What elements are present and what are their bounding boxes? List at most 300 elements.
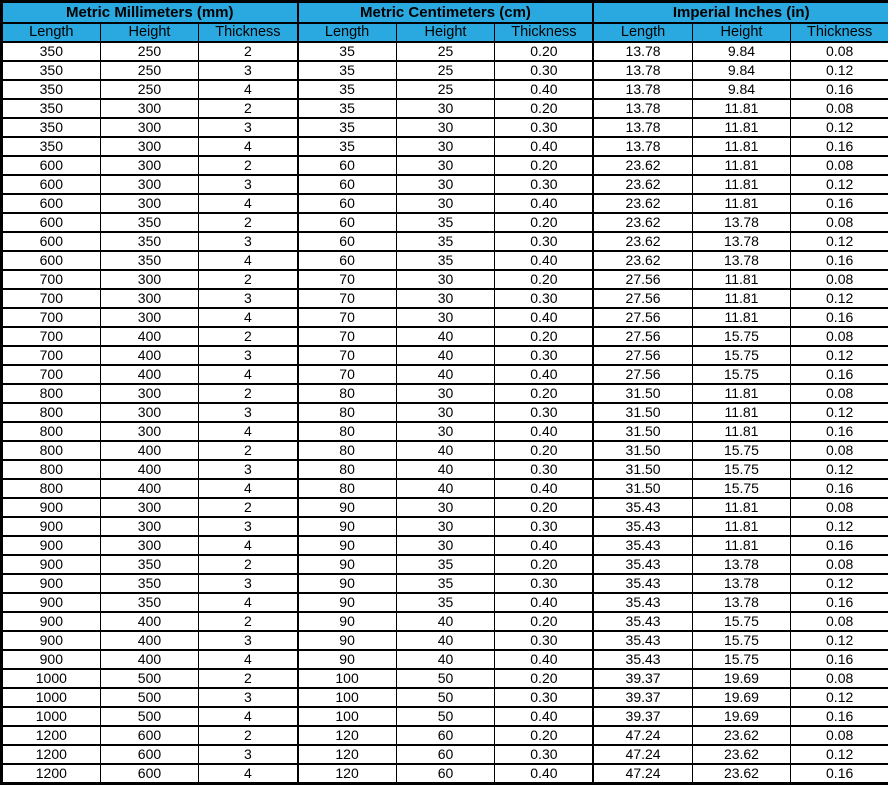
table-row	[2, 232, 888, 251]
cell-cm-length: 100	[298, 688, 397, 707]
cell-in-height: 23.62	[692, 726, 791, 745]
cell-in-length: 35.43	[593, 574, 692, 593]
cell-mm-height: 300	[100, 289, 199, 308]
cell-mm-height: 400	[100, 327, 199, 346]
cell-mm-length: 900	[2, 555, 101, 574]
cell-mm-thickness: 2	[199, 270, 298, 289]
cell-in-height: 23.62	[692, 745, 791, 764]
cell-in-length: 35.43	[593, 650, 692, 669]
cell-cm-thickness: 0.40	[495, 650, 594, 669]
cell-cm-height: 40	[396, 365, 495, 384]
cell-mm-thickness: 4	[199, 80, 298, 99]
cell-in-height: 13.78	[692, 593, 791, 612]
cell-in-height: 19.69	[692, 669, 791, 688]
cell-mm-height: 300	[100, 308, 199, 327]
cell-mm-height: 300	[100, 156, 199, 175]
cell-mm-length: 350	[2, 118, 101, 137]
cell-in-thickness: 0.16	[791, 707, 888, 726]
table-row	[2, 118, 888, 137]
cell-mm-thickness: 2	[199, 498, 298, 517]
cell-in-length: 35.43	[593, 498, 692, 517]
cell-mm-length: 900	[2, 650, 101, 669]
cell-cm-height: 50	[396, 707, 495, 726]
table-row	[2, 669, 888, 688]
cell-mm-height: 300	[100, 384, 199, 403]
cell-cm-length: 90	[298, 612, 397, 631]
cell-in-thickness: 0.08	[791, 213, 888, 232]
cell-mm-length: 800	[2, 460, 101, 479]
cell-cm-thickness: 0.30	[495, 688, 594, 707]
cell-mm-length: 600	[2, 175, 101, 194]
cell-cm-length: 120	[298, 726, 397, 745]
cell-mm-length: 600	[2, 213, 101, 232]
cell-in-height: 15.75	[692, 365, 791, 384]
cell-mm-thickness: 3	[199, 631, 298, 650]
cell-mm-thickness: 4	[199, 593, 298, 612]
cell-in-height: 11.81	[692, 289, 791, 308]
cell-mm-height: 600	[100, 764, 199, 784]
cell-in-length: 39.37	[593, 669, 692, 688]
cell-in-thickness: 0.08	[791, 441, 888, 460]
cell-mm-height: 350	[100, 574, 199, 593]
cell-mm-length: 800	[2, 384, 101, 403]
cell-in-height: 19.69	[692, 707, 791, 726]
cell-mm-length: 1000	[2, 707, 101, 726]
cell-mm-thickness: 3	[199, 289, 298, 308]
cell-mm-height: 350	[100, 251, 199, 270]
cell-cm-height: 60	[396, 764, 495, 784]
table-row	[2, 346, 888, 365]
cell-in-length: 31.50	[593, 422, 692, 441]
cell-cm-thickness: 0.40	[495, 764, 594, 784]
table-row	[2, 403, 888, 422]
cell-in-length: 13.78	[593, 118, 692, 137]
cell-in-height: 11.81	[692, 308, 791, 327]
cell-mm-length: 900	[2, 536, 101, 555]
cell-mm-height: 300	[100, 422, 199, 441]
cell-in-thickness: 0.16	[791, 137, 888, 156]
cell-cm-height: 40	[396, 346, 495, 365]
cell-in-thickness: 0.12	[791, 574, 888, 593]
cell-mm-height: 300	[100, 270, 199, 289]
cell-mm-thickness: 4	[199, 764, 298, 784]
cell-cm-height: 30	[396, 422, 495, 441]
table-row	[2, 42, 888, 61]
table-row	[2, 213, 888, 232]
cell-in-length: 39.37	[593, 707, 692, 726]
cell-mm-height: 250	[100, 42, 199, 61]
cell-mm-height: 350	[100, 232, 199, 251]
cell-cm-thickness: 0.40	[495, 365, 594, 384]
cell-mm-thickness: 3	[199, 403, 298, 422]
cell-mm-length: 350	[2, 80, 101, 99]
cell-in-thickness: 0.08	[791, 726, 888, 745]
cell-in-length: 35.43	[593, 631, 692, 650]
group-header-imperial-in: Imperial Inches (in)	[593, 2, 888, 24]
cell-in-length: 31.50	[593, 441, 692, 460]
cell-mm-height: 300	[100, 175, 199, 194]
cell-in-length: 35.43	[593, 612, 692, 631]
table-body	[2, 42, 888, 784]
cell-mm-height: 400	[100, 346, 199, 365]
cell-cm-length: 70	[298, 327, 397, 346]
cell-cm-length: 60	[298, 156, 397, 175]
cell-cm-thickness: 0.40	[495, 422, 594, 441]
cell-in-height: 13.78	[692, 251, 791, 270]
column-header-cm-length: Length	[298, 23, 397, 42]
cell-mm-length: 350	[2, 42, 101, 61]
column-header-mm-height: Height	[100, 23, 199, 42]
table-row	[2, 156, 888, 175]
cell-in-length: 23.62	[593, 175, 692, 194]
cell-cm-height: 30	[396, 498, 495, 517]
cell-mm-thickness: 4	[199, 365, 298, 384]
cell-in-height: 11.81	[692, 422, 791, 441]
group-header-metric-cm: Metric Centimeters (cm)	[298, 2, 594, 24]
cell-in-thickness: 0.12	[791, 517, 888, 536]
cell-in-length: 23.62	[593, 251, 692, 270]
cell-mm-thickness: 3	[199, 175, 298, 194]
cell-in-thickness: 0.12	[791, 460, 888, 479]
cell-in-length: 23.62	[593, 156, 692, 175]
cell-cm-length: 35	[298, 61, 397, 80]
cell-in-thickness: 0.16	[791, 536, 888, 555]
column-header-cm-thickness: Thickness	[495, 23, 594, 42]
cell-cm-height: 30	[396, 194, 495, 213]
cell-mm-height: 400	[100, 365, 199, 384]
cell-in-height: 15.75	[692, 631, 791, 650]
cell-cm-height: 30	[396, 270, 495, 289]
cell-cm-length: 70	[298, 346, 397, 365]
cell-in-length: 23.62	[593, 232, 692, 251]
table-row	[2, 270, 888, 289]
cell-mm-thickness: 2	[199, 99, 298, 118]
cell-mm-height: 300	[100, 194, 199, 213]
cell-in-length: 27.56	[593, 270, 692, 289]
cell-mm-thickness: 2	[199, 327, 298, 346]
cell-mm-length: 900	[2, 498, 101, 517]
cell-cm-length: 80	[298, 403, 397, 422]
cell-in-length: 31.50	[593, 479, 692, 498]
cell-mm-length: 700	[2, 270, 101, 289]
cell-in-height: 11.81	[692, 403, 791, 422]
cell-mm-thickness: 4	[199, 137, 298, 156]
cell-in-height: 15.75	[692, 460, 791, 479]
cell-cm-length: 60	[298, 194, 397, 213]
cell-mm-length: 800	[2, 441, 101, 460]
cell-in-thickness: 0.16	[791, 308, 888, 327]
cell-mm-height: 350	[100, 213, 199, 232]
cell-cm-length: 90	[298, 498, 397, 517]
table-row	[2, 745, 888, 764]
cell-cm-thickness: 0.30	[495, 403, 594, 422]
cell-cm-length: 90	[298, 593, 397, 612]
cell-in-thickness: 0.16	[791, 650, 888, 669]
table-row	[2, 574, 888, 593]
table-row	[2, 251, 888, 270]
cell-mm-length: 1200	[2, 745, 101, 764]
cell-in-height: 13.78	[692, 555, 791, 574]
cell-cm-thickness: 0.20	[495, 498, 594, 517]
cell-cm-thickness: 0.20	[495, 42, 594, 61]
cell-in-thickness: 0.08	[791, 327, 888, 346]
cell-in-thickness: 0.08	[791, 555, 888, 574]
cell-in-length: 35.43	[593, 555, 692, 574]
cell-in-height: 11.81	[692, 270, 791, 289]
cell-cm-length: 80	[298, 422, 397, 441]
cell-in-length: 13.78	[593, 80, 692, 99]
cell-cm-thickness: 0.20	[495, 327, 594, 346]
cell-in-length: 23.62	[593, 213, 692, 232]
cell-cm-thickness: 0.40	[495, 194, 594, 213]
table-row	[2, 194, 888, 213]
cell-in-height: 15.75	[692, 327, 791, 346]
table-row	[2, 555, 888, 574]
cell-cm-thickness: 0.30	[495, 745, 594, 764]
cell-in-thickness: 0.16	[791, 422, 888, 441]
cell-in-height: 11.81	[692, 118, 791, 137]
cell-mm-height: 400	[100, 631, 199, 650]
cell-cm-thickness: 0.30	[495, 346, 594, 365]
table-row	[2, 650, 888, 669]
group-header-metric-mm: Metric Millimeters (mm)	[2, 2, 298, 24]
cell-cm-height: 35	[396, 213, 495, 232]
cell-cm-thickness: 0.20	[495, 270, 594, 289]
cell-in-length: 35.43	[593, 593, 692, 612]
cell-cm-height: 40	[396, 650, 495, 669]
cell-in-height: 23.62	[692, 764, 791, 784]
cell-mm-length: 700	[2, 365, 101, 384]
cell-mm-thickness: 3	[199, 346, 298, 365]
cell-cm-thickness: 0.30	[495, 289, 594, 308]
cell-cm-length: 35	[298, 80, 397, 99]
cell-mm-length: 900	[2, 593, 101, 612]
table-row	[2, 460, 888, 479]
cell-mm-length: 600	[2, 232, 101, 251]
cell-cm-length: 60	[298, 251, 397, 270]
cell-mm-thickness: 3	[199, 460, 298, 479]
cell-mm-length: 900	[2, 574, 101, 593]
cell-cm-height: 40	[396, 479, 495, 498]
cell-in-thickness: 0.08	[791, 99, 888, 118]
cell-in-length: 27.56	[593, 327, 692, 346]
cell-in-thickness: 0.08	[791, 156, 888, 175]
cell-cm-thickness: 0.20	[495, 669, 594, 688]
table-row	[2, 175, 888, 194]
cell-cm-thickness: 0.20	[495, 384, 594, 403]
cell-cm-thickness: 0.20	[495, 441, 594, 460]
cell-mm-thickness: 3	[199, 688, 298, 707]
cell-mm-length: 800	[2, 422, 101, 441]
cell-cm-length: 120	[298, 764, 397, 784]
cell-cm-thickness: 0.20	[495, 612, 594, 631]
cell-cm-thickness: 0.30	[495, 460, 594, 479]
cell-mm-thickness: 2	[199, 612, 298, 631]
cell-mm-height: 400	[100, 612, 199, 631]
cell-cm-thickness: 0.30	[495, 517, 594, 536]
cell-cm-length: 35	[298, 118, 397, 137]
cell-cm-length: 70	[298, 308, 397, 327]
cell-in-height: 11.81	[692, 384, 791, 403]
cell-cm-height: 25	[396, 61, 495, 80]
cell-in-thickness: 0.08	[791, 270, 888, 289]
cell-cm-height: 25	[396, 80, 495, 99]
cell-cm-thickness: 0.30	[495, 631, 594, 650]
cell-cm-thickness: 0.20	[495, 213, 594, 232]
cell-in-length: 13.78	[593, 99, 692, 118]
cell-mm-height: 300	[100, 118, 199, 137]
cell-mm-length: 800	[2, 403, 101, 422]
table-row	[2, 612, 888, 631]
cell-in-height: 9.84	[692, 42, 791, 61]
cell-mm-height: 400	[100, 441, 199, 460]
column-header-mm-thickness: Thickness	[199, 23, 298, 42]
cell-mm-height: 250	[100, 80, 199, 99]
cell-in-thickness: 0.12	[791, 175, 888, 194]
column-header-in-height: Height	[692, 23, 791, 42]
table-row	[2, 498, 888, 517]
cell-in-thickness: 0.12	[791, 232, 888, 251]
cell-cm-length: 70	[298, 365, 397, 384]
cell-cm-thickness: 0.30	[495, 232, 594, 251]
cell-cm-thickness: 0.40	[495, 137, 594, 156]
cell-in-height: 13.78	[692, 232, 791, 251]
table-row	[2, 441, 888, 460]
table-row	[2, 99, 888, 118]
cell-cm-height: 60	[396, 745, 495, 764]
cell-in-thickness: 0.08	[791, 498, 888, 517]
cell-cm-height: 25	[396, 42, 495, 61]
cell-in-height: 15.75	[692, 346, 791, 365]
cell-in-thickness: 0.12	[791, 118, 888, 137]
cell-in-length: 35.43	[593, 536, 692, 555]
cell-mm-height: 350	[100, 593, 199, 612]
cell-cm-length: 120	[298, 745, 397, 764]
cell-mm-height: 400	[100, 479, 199, 498]
cell-mm-height: 400	[100, 460, 199, 479]
cell-cm-height: 40	[396, 441, 495, 460]
cell-mm-length: 900	[2, 517, 101, 536]
cell-cm-height: 50	[396, 688, 495, 707]
cell-in-height: 13.78	[692, 213, 791, 232]
cell-mm-length: 350	[2, 99, 101, 118]
cell-mm-height: 300	[100, 536, 199, 555]
cell-mm-thickness: 4	[199, 536, 298, 555]
table-header	[2, 2, 888, 43]
cell-mm-height: 300	[100, 517, 199, 536]
cell-cm-height: 35	[396, 232, 495, 251]
cell-mm-thickness: 4	[199, 194, 298, 213]
cell-mm-length: 1000	[2, 669, 101, 688]
cell-mm-height: 500	[100, 707, 199, 726]
cell-in-thickness: 0.16	[791, 251, 888, 270]
table-row	[2, 479, 888, 498]
cell-cm-length: 90	[298, 574, 397, 593]
cell-cm-height: 30	[396, 289, 495, 308]
cell-in-length: 35.43	[593, 517, 692, 536]
cell-mm-thickness: 2	[199, 213, 298, 232]
cell-in-length: 23.62	[593, 194, 692, 213]
table-row	[2, 726, 888, 745]
table-row	[2, 365, 888, 384]
cell-in-thickness: 0.12	[791, 688, 888, 707]
cell-in-thickness: 0.08	[791, 42, 888, 61]
cell-cm-height: 30	[396, 384, 495, 403]
cell-mm-thickness: 3	[199, 574, 298, 593]
cell-in-height: 11.81	[692, 517, 791, 536]
cell-cm-thickness: 0.20	[495, 726, 594, 745]
cell-mm-length: 600	[2, 156, 101, 175]
cell-mm-thickness: 3	[199, 745, 298, 764]
cell-mm-thickness: 4	[199, 308, 298, 327]
cell-mm-length: 900	[2, 631, 101, 650]
cell-in-thickness: 0.16	[791, 365, 888, 384]
cell-in-length: 47.24	[593, 745, 692, 764]
cell-in-height: 11.81	[692, 156, 791, 175]
cell-mm-height: 300	[100, 137, 199, 156]
table-row	[2, 289, 888, 308]
cell-in-height: 9.84	[692, 61, 791, 80]
cell-cm-length: 90	[298, 517, 397, 536]
cell-cm-height: 35	[396, 593, 495, 612]
cell-in-thickness: 0.08	[791, 612, 888, 631]
cell-in-thickness: 0.16	[791, 593, 888, 612]
cell-cm-thickness: 0.40	[495, 593, 594, 612]
cell-in-thickness: 0.12	[791, 745, 888, 764]
cell-in-length: 47.24	[593, 764, 692, 784]
cell-mm-thickness: 4	[199, 422, 298, 441]
cell-mm-length: 700	[2, 289, 101, 308]
cell-cm-length: 35	[298, 42, 397, 61]
cell-mm-height: 600	[100, 745, 199, 764]
cell-mm-thickness: 3	[199, 517, 298, 536]
cell-mm-height: 250	[100, 61, 199, 80]
table-row	[2, 593, 888, 612]
cell-in-height: 15.75	[692, 479, 791, 498]
cell-mm-length: 1200	[2, 764, 101, 784]
cell-in-height: 15.75	[692, 650, 791, 669]
cell-cm-height: 30	[396, 137, 495, 156]
cell-in-length: 31.50	[593, 384, 692, 403]
cell-cm-height: 35	[396, 251, 495, 270]
table-row	[2, 517, 888, 536]
cell-mm-length: 600	[2, 194, 101, 213]
cell-in-height: 11.81	[692, 194, 791, 213]
cell-in-thickness: 0.16	[791, 80, 888, 99]
cell-in-height: 11.81	[692, 99, 791, 118]
cell-mm-thickness: 2	[199, 384, 298, 403]
cell-mm-thickness: 2	[199, 555, 298, 574]
cell-cm-height: 30	[396, 175, 495, 194]
table-row	[2, 631, 888, 650]
table-row	[2, 308, 888, 327]
cell-cm-length: 60	[298, 232, 397, 251]
table-row	[2, 80, 888, 99]
cell-mm-length: 700	[2, 327, 101, 346]
cell-mm-thickness: 4	[199, 707, 298, 726]
cell-in-height: 11.81	[692, 498, 791, 517]
cell-in-thickness: 0.12	[791, 61, 888, 80]
column-header-in-thickness: Thickness	[791, 23, 888, 42]
cell-in-height: 11.81	[692, 137, 791, 156]
cell-mm-height: 300	[100, 498, 199, 517]
cell-mm-length: 350	[2, 61, 101, 80]
cell-mm-thickness: 4	[199, 650, 298, 669]
cell-in-thickness: 0.16	[791, 764, 888, 784]
cell-in-length: 39.37	[593, 688, 692, 707]
cell-cm-length: 70	[298, 289, 397, 308]
cell-cm-length: 100	[298, 707, 397, 726]
